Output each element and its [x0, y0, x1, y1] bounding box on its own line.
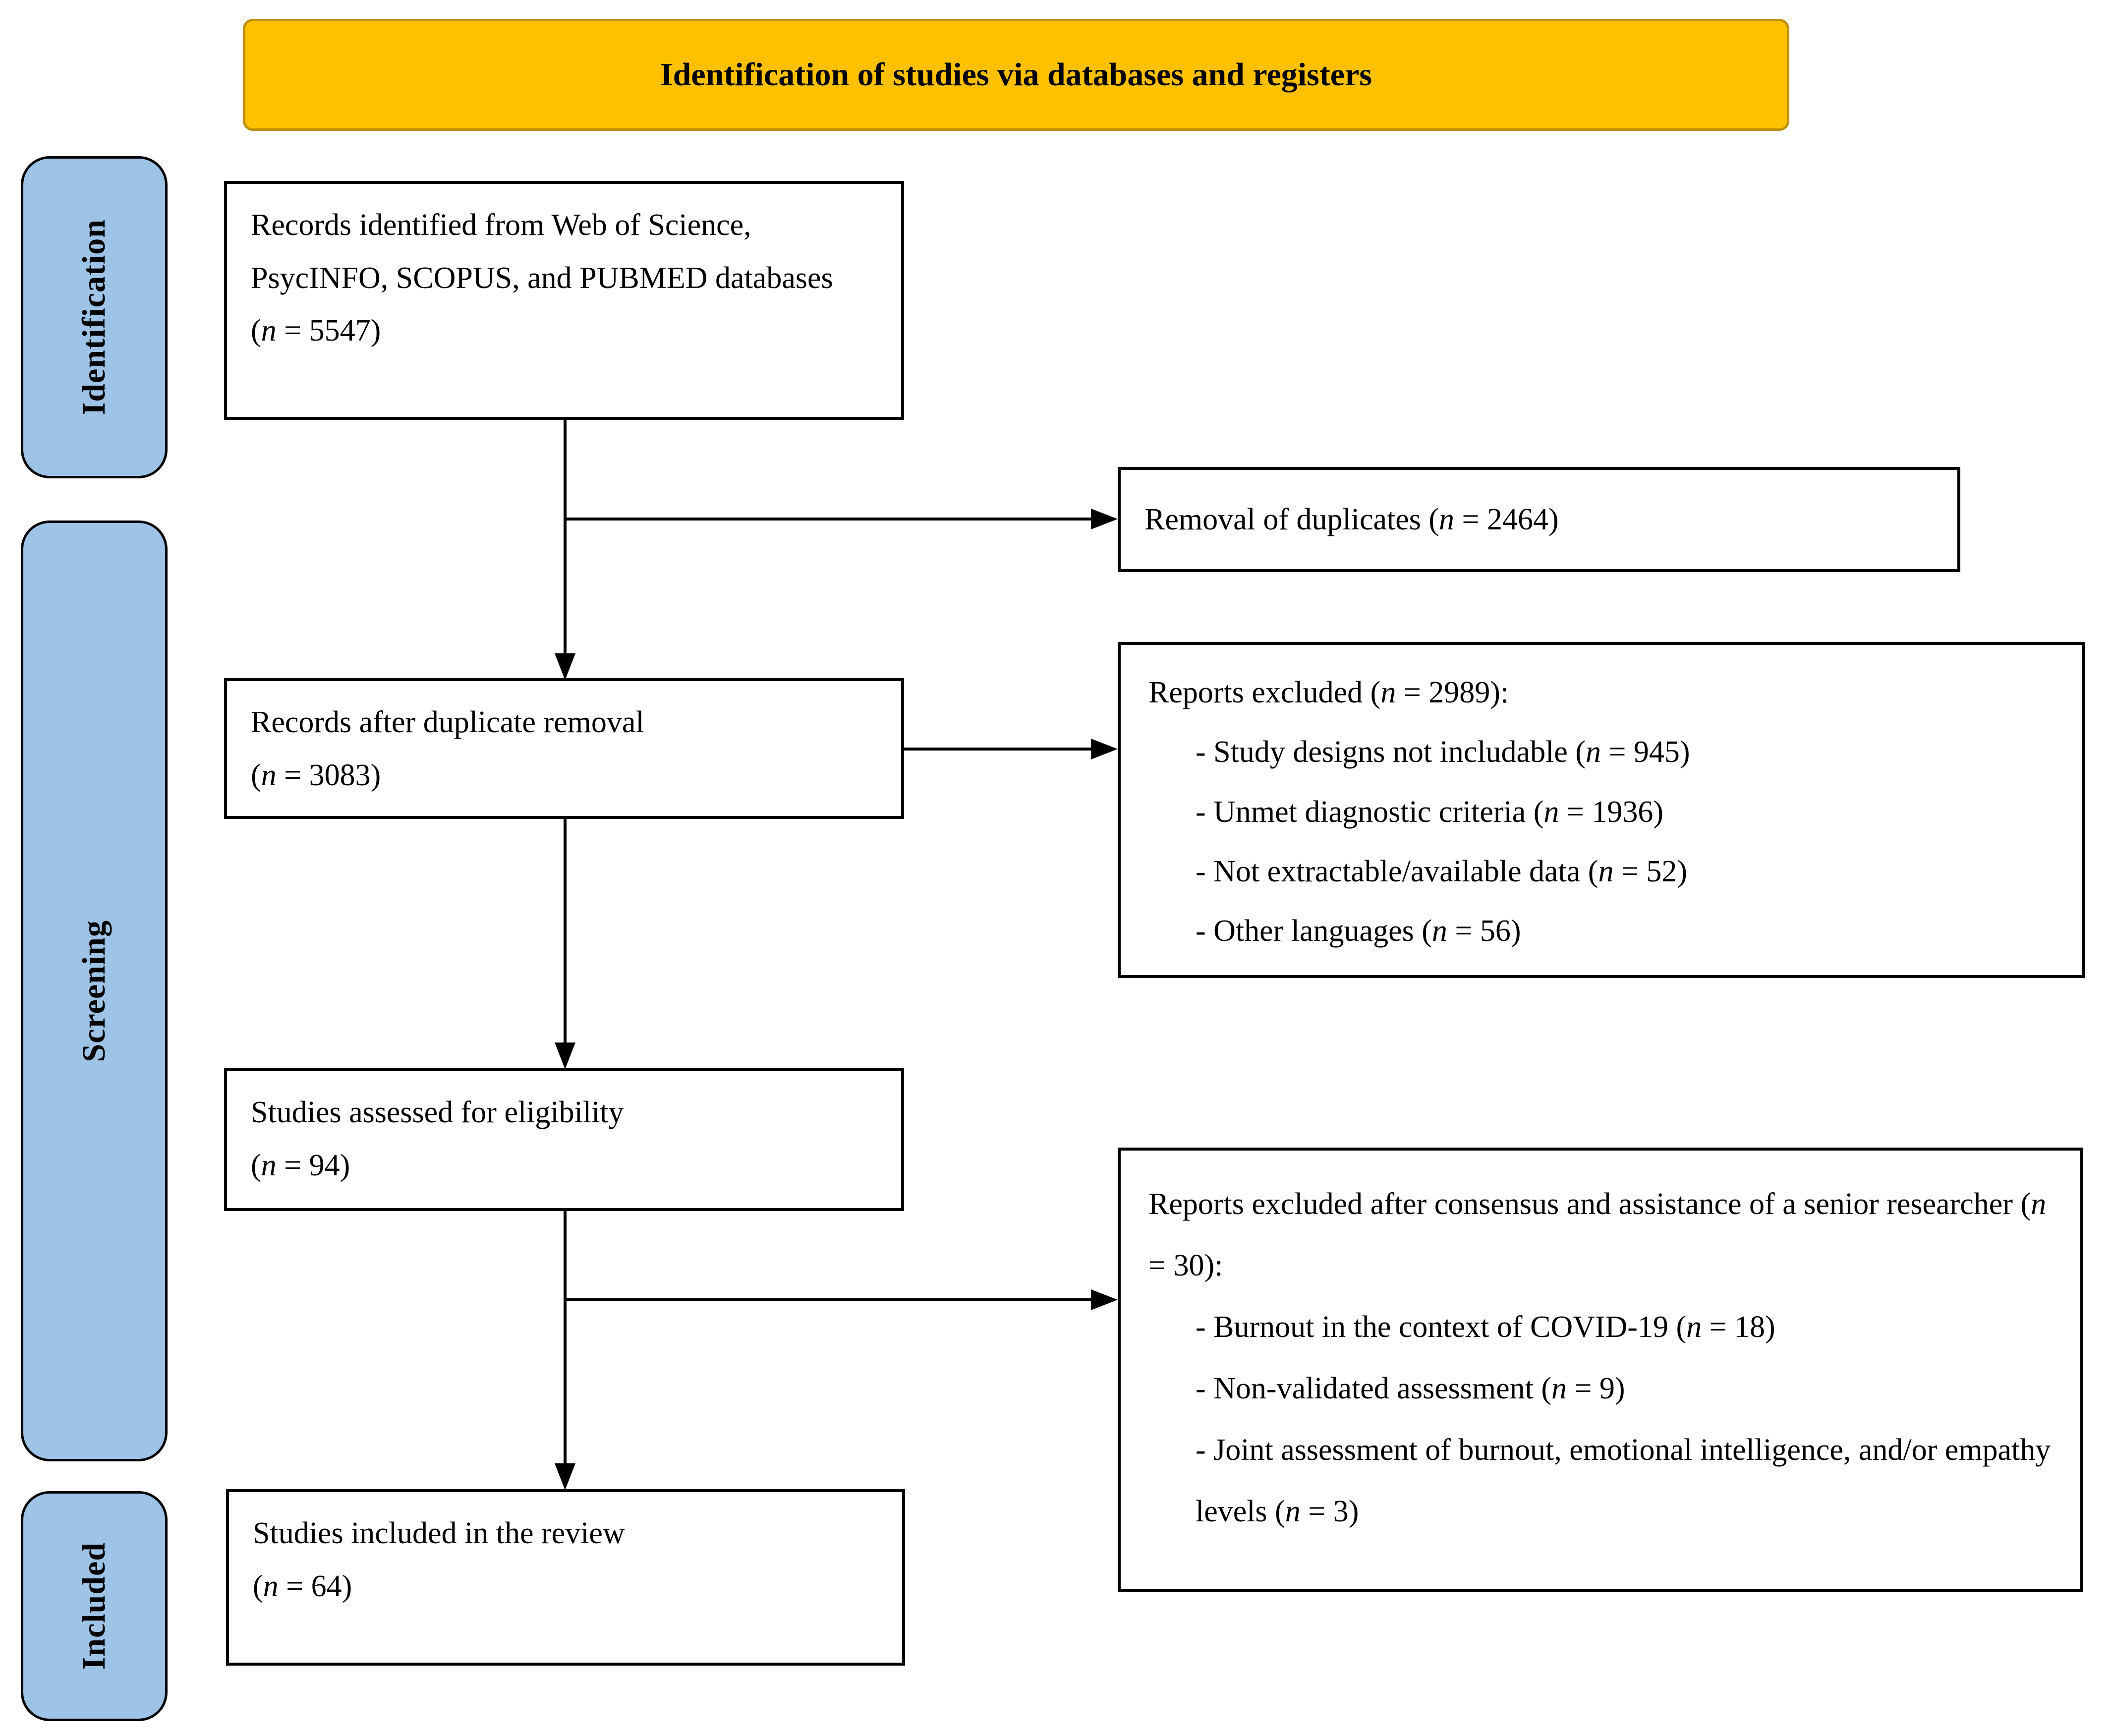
included-review-text: Studies included in the review: [253, 1516, 625, 1550]
consensus-excluded-header: Reports excluded after consensus and assistance of a senior researcher (n = 30):: [1148, 1187, 2047, 1282]
stage-label-screening: [21, 521, 168, 1461]
assessed-eligibility-text: Studies assessed for eligibility: [251, 1096, 624, 1129]
box-reports-excluded: [1118, 642, 2085, 978]
assessed-eligibility-count: (n = 94): [251, 1148, 350, 1182]
connector-to-removal-duplicates: [564, 518, 1092, 521]
arrowhead-right-icon: [1091, 509, 1118, 529]
included-review-count: (n = 64): [253, 1569, 352, 1603]
connector-records-to-afterdup: [564, 419, 567, 654]
after-duplicate-removal-text: Records after duplicate removal: [251, 705, 644, 739]
box-reports-excluded-after-consensus: [1118, 1148, 2083, 1592]
arrowhead-down-icon: [555, 1042, 575, 1069]
removal-duplicates-text: Removal of duplicates: [1144, 502, 1421, 536]
consensus-excluded-item: - Burnout in the context of COVID-19 (n = 18): [1196, 1310, 1775, 1344]
box-removal-of-duplicates: [1118, 467, 1960, 572]
stage-screening-text: Screening: [76, 920, 112, 1062]
box-records-identified: [224, 181, 904, 420]
reports-excluded-item: - Study designs not includable (n = 945): [1196, 735, 1690, 769]
reports-excluded-item: - Other languages (n = 56): [1196, 914, 1521, 948]
stage-identification-text: Identification: [76, 219, 112, 415]
arrowhead-down-icon: [555, 653, 575, 680]
box-records-after-duplicate-removal: [224, 678, 904, 819]
stage-label-identification: [21, 156, 168, 478]
reports-excluded-item: - Not extractable/available data (n = 52): [1196, 854, 1688, 888]
connector-afterdup-to-eligibility: [564, 818, 567, 1043]
records-identified-text: Records identified from Web of Science, PsycINFO, SCOPUS, and PUBMED databases: [251, 208, 833, 295]
after-duplicate-removal-count: (n = 3083): [251, 758, 381, 792]
records-identified-count: (n = 5547): [251, 314, 381, 348]
box-studies-included-in-review: [226, 1489, 905, 1666]
connector-eligibility-to-included: [564, 1210, 567, 1463]
reports-excluded-item: - Unmet diagnostic criteria (n = 1936): [1196, 795, 1664, 829]
banner-identification-of-studies: [243, 19, 1789, 131]
arrowhead-down-icon: [555, 1463, 575, 1490]
stage-label-included: [21, 1491, 168, 1721]
arrowhead-right-icon: [1091, 739, 1118, 759]
removal-duplicates-count: (n = 2464): [1428, 502, 1559, 536]
banner-title: Identification of studies via databases and registers: [660, 57, 1372, 93]
consensus-excluded-item: - Non-validated assessment (n = 9): [1196, 1372, 1625, 1405]
arrowhead-right-icon: [1091, 1289, 1118, 1310]
box-studies-assessed-for-eligibility: [224, 1068, 904, 1211]
stage-included-text: Included: [76, 1542, 112, 1670]
consensus-excluded-item: - Joint assessment of burnout, emotional intelligence, and/or empathy levels (n = 3): [1196, 1433, 2051, 1528]
connector-to-consensus-excluded: [564, 1298, 1092, 1301]
connector-to-reports-excluded: [902, 748, 1092, 751]
reports-excluded-header: Reports excluded (n = 2989):: [1148, 676, 1509, 709]
